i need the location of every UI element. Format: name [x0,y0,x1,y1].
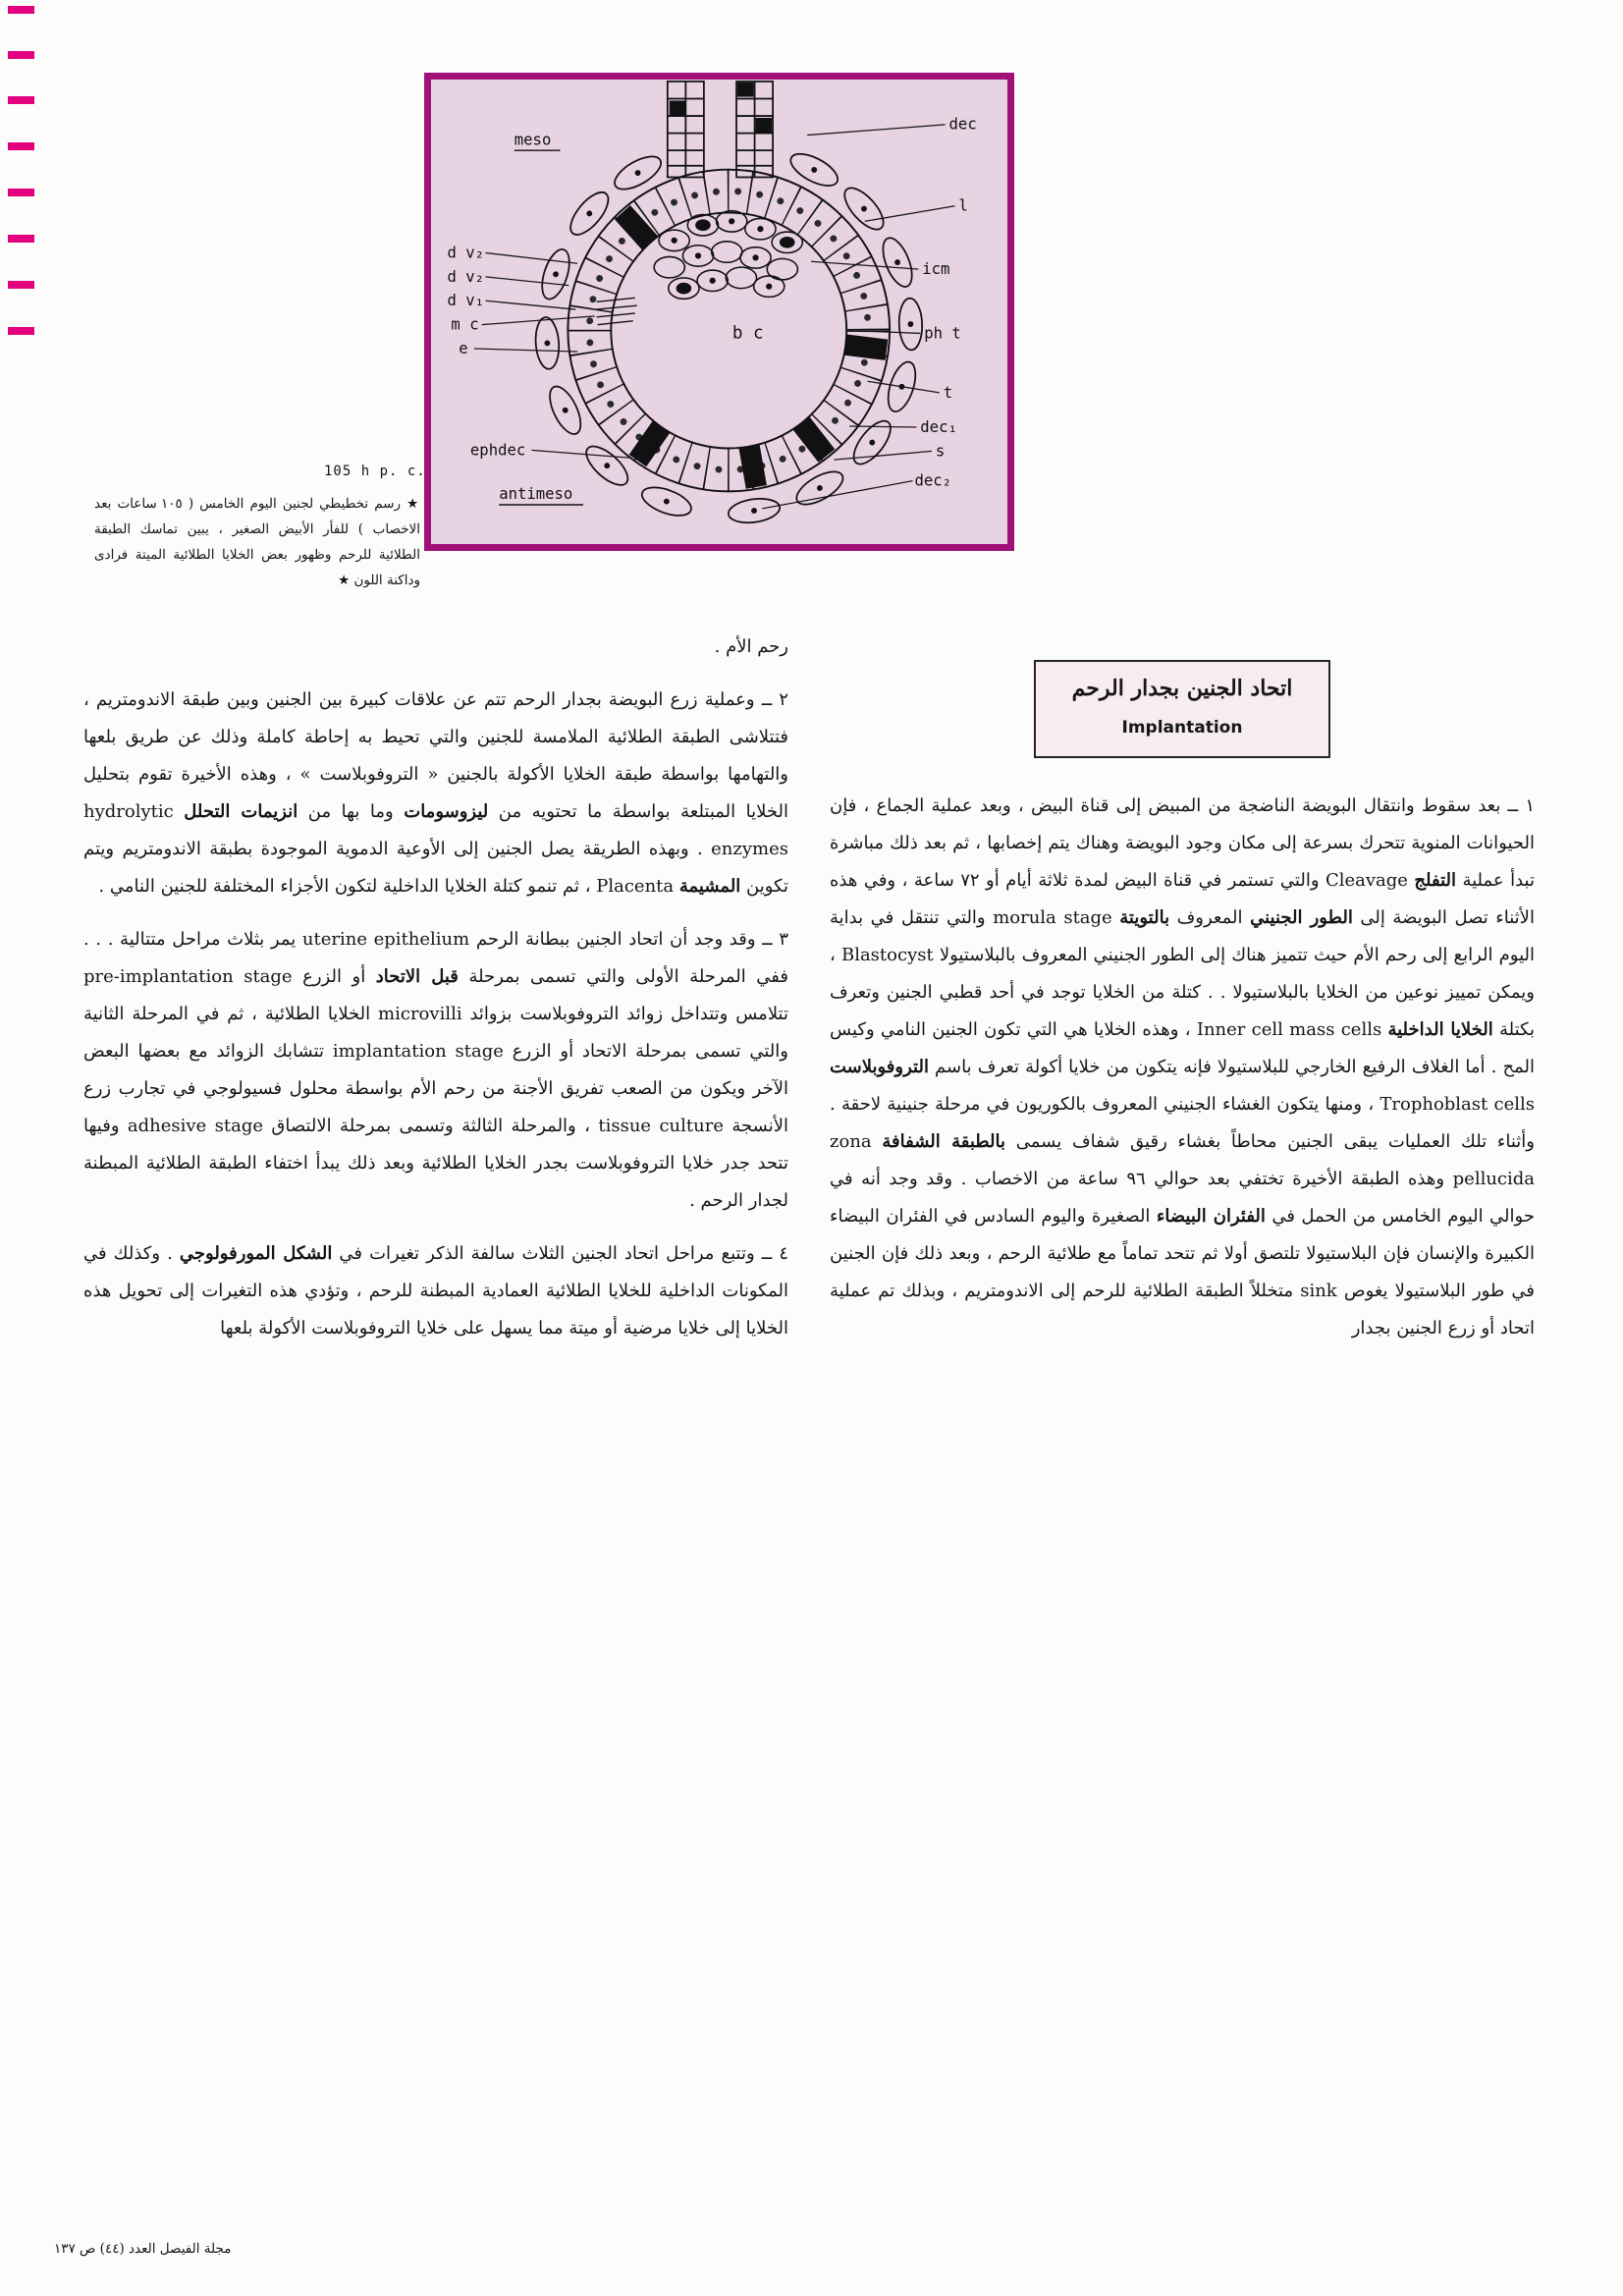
label-t: t [943,383,953,402]
label-dec1: dec₁ [920,417,957,436]
label-l: l [958,196,968,215]
label-meso: meso [514,131,552,149]
paragraph: ٢ ــ وعملية زرع البويضة بجدار الرحم تتم عن علاقات كبيرة بين الجنين وبين طبقة الاندومتريم ، فتتلاشى الطبقة الطلائية الملامسة للجنين والتي تحيط به إحاطة كاملة وذلك عن طريق بلعها والتهامها بواسطة طبقة الخلايا الأكولة بالجنين « التروفوبلاست » ، وهذه الأخيرة تقوم بتحليل الخلايا المبتلعة بواسطة ما تحتويه من ليزوسومات وما بها من انزيمات التحلل hydrolytic enzymes . وبهذه الطريقة يصل الجنين إلى الأوعية الدموية الموجودة بطبقة الاندومتريم ويتم تكوين المشيمة Placenta ، ثم تنمو كتلة الخلايا الداخلية لتكون الأجزاء المختلفة للجنين النامي . [83,689,789,897]
paragraph-continuation: رحم الأم . [714,636,788,657]
label-icm: icm [922,259,950,278]
registration-mark [8,96,34,104]
figure-box [424,73,1014,551]
label-ephdec: ephdec [469,441,526,460]
article-title-arabic: اتحاد الجنين بجدار الرحم [1071,676,1293,701]
paragraph: ٤ ــ وتتبع مراحل اتحاد الجنين الثلاث سالفة الذكر تغيرات في الشكل المورفولوجي . وكذلك في المكونات الداخلية للخلايا الطلائية العمادية المبطنة للرحم ، وتؤدي هذه التغيرات إلى تحويل هذه الخلايا إلى خلايا مرضية أو ميتة مما يسهل على خلايا التروفوبلاست الأكولة بلعها [83,1243,788,1339]
label-dv2-b: d v₂ [447,267,485,286]
registration-mark [8,6,34,14]
label-dec2: dec₂ [914,471,952,490]
column-right [830,660,1535,1363]
article-title-box [1034,660,1330,758]
figure-time-label: 105 h p. c. [324,464,426,479]
label-antimeso: antimeso [499,485,573,504]
registration-mark [8,142,34,150]
registration-mark [8,235,34,243]
registration-mark [8,51,34,59]
registration-mark [8,327,34,335]
cavity-label-bc: b c [731,323,764,344]
label-e: e [459,339,468,357]
label-mc: m c [451,315,479,334]
embryo-diagram [431,80,1007,544]
label-dec: dec [948,115,977,134]
label-dv1: d v₁ [447,292,485,310]
registration-mark [8,281,34,289]
registration-mark [8,189,34,196]
label-dv2-a: d v₂ [447,244,485,262]
label-pht: ph t [924,324,961,343]
paragraph: ٣ ــ وقد وجد أن اتحاد الجنين ببطانة الرحم uterine epithelium يمر بثلاث مراحل متتالية . . . ففي المرحلة الأولى والتي تسمى بمرحلة قبل الاتحاد أو الزرع pre-implantation stage تتلامس وتتداخل زوائد التروفوبلاست بزوائد microvilli الخلايا الطلائية ، ثم في المرحلة الثانية والتي تسمى بمرحلة الاتحاد أو الزرع implantation stage تتشابك الزوائد مع بعضها البعض الآخر ويكون من الصعب تفريق الأجنة من رحم الأم بواسطة محلول فسيولوجي في تجارب زرع الأنسجة tissue culture ، والمرحلة الثالثة وتسمى بمرحلة الالتصاق adhesive stage وفيها تتحد جدر خلايا التروفوبلاست بجدر الخلايا الطلائية وبعد ذلك يبدأ اختفاء الطبقة الطلائية المبطنة لجدار الرحم . [83,929,789,1211]
page-footer: مجلة الفيصل العدد (٤٤) ص ١٣٧ [54,2241,232,2257]
figure-caption: ★ رسم تخطيطي لجنين اليوم الخامس ( ١٠٥ ساعات بعد الاخصاب ) للفأر الأبيض الصغير ، يبين تماسك الطبقة الطلائية للرحم وظهور بعض الخلايا الطلائية الميتة فرادى وداكنة اللون ★ [94,496,420,588]
column-left [83,629,788,1363]
uterine-stalks [668,82,773,178]
cell-ring [568,170,890,492]
label-s: s [935,442,946,461]
paragraph: ١ ــ بعد سقوط وانتقال البويضة الناضجة من المبيض إلى قناة البيض ، وبعد عملية الجماع ، فإن الحيوانات المنوية تتحرك بسرعة إلى مكان وجود البويضة وهناك يتم إخصابها ، ثم بعد ذلك مباشرة تبدأ عملية التفلج Cleavage والتي تستمر في قناة البيض لمدة ثلاثة أيام أو ٧٢ ساعة ، وفي هذه الأثناء تصل البويضة إلى الطور الجنيني المعروف بالتويتة morula stage والتي تنتقل في بداية اليوم الرابع إلى رحم الأم حيث تتميز هناك إلى الطور الجنيني المعروف بالبلاستيولا Blastocyst ، ويمكن تمييز نوعين من الخلايا بالبلاستيولا . . كتلة من الخلايا توجد في أحد قطبي الجنين وتعرف بكتلة الخلايا الداخلية Inner cell mass cells ، وهذه الخلايا هي التي تكون الجنين النامي وكيس المح . أما الغلاف الرفيع الخارجي للبلاستيولا فإنه يتكون من خلايا أكولة تعرف باسم التروفوبلاست Trophoblast cells ، ومنها يتكون الغشاء الجنيني المعروف بالكوريون في مرحلة جنينية لاحقة . وأثناء تلك العمليات يبقى الجنين محاطاً بغشاء رقيق شفاف يسمى بالطبقة الشفافة zona pellucida وهذه الطبقة الأخيرة تختفي بعد حوالي ٩٦ ساعة من الاخصاب . وقد وجد أنه في حوالي اليوم الخامس من الحمل في الفئران البيضاء الصغيرة واليوم السادس في الفئران البيضاء الكبيرة والإنسان فإن البلاستيولا تلتصق أولا ثم تتحد تماماً مع طلائية الرحم ، وبعد ذلك فإن الجنين في طور البلاستيولا يغوص sink متخللاً الطبقة الطلائية للرحم إلى الاندومتريم ، وبذلك تم عملية اتحاد أو زرع الجنين بجدار [830,795,1536,1339]
article-title-english: Implantation [1121,718,1243,738]
